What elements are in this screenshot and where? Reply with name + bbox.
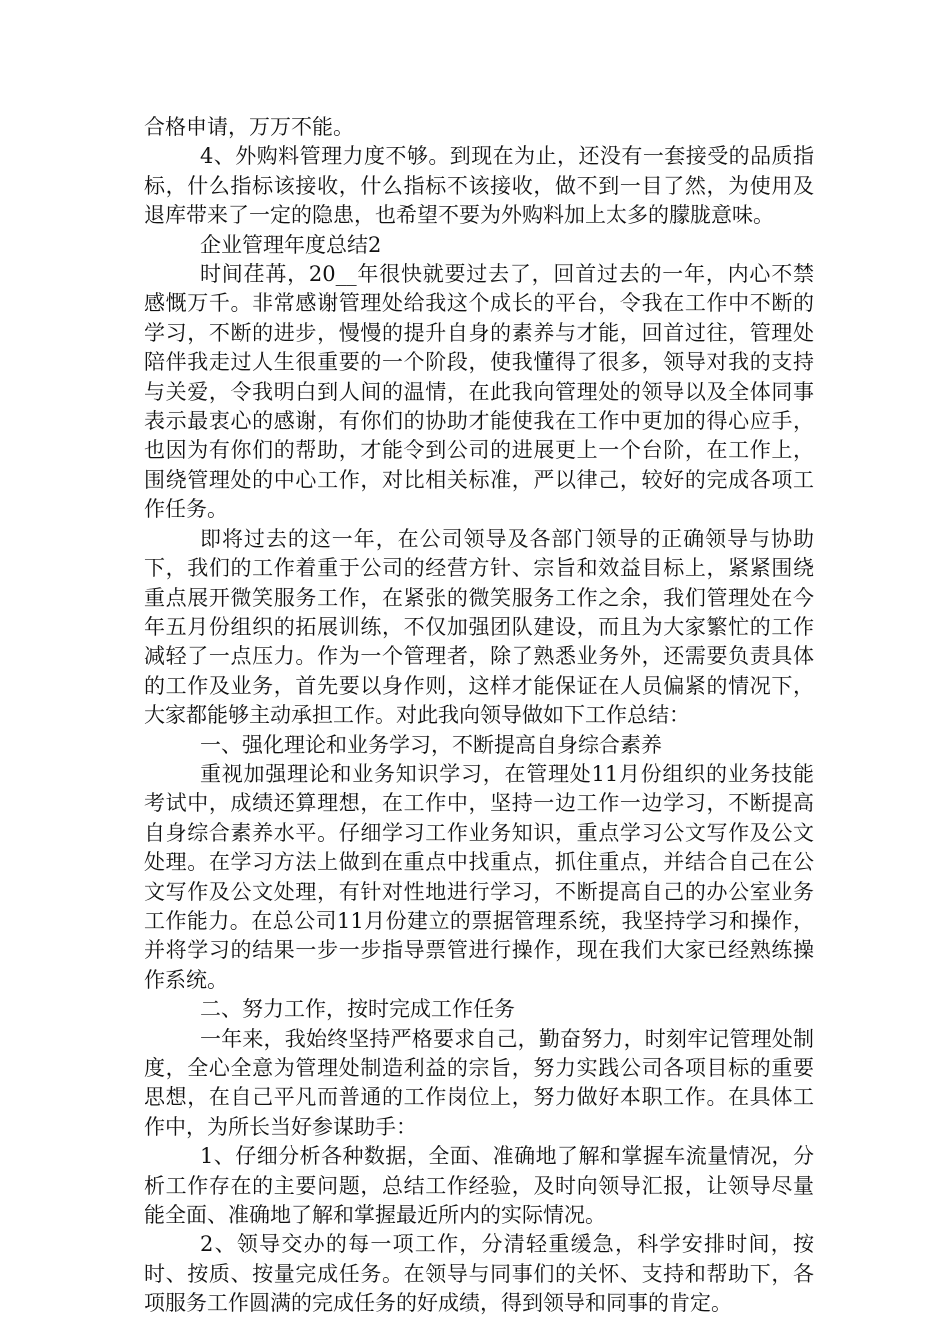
paragraph-work: 一年来，我始终坚持严格要求自己，勤奋努力，时刻牢记管理处制度，全心全意为管理处制造利益的宗旨，努力实践公司各项目标的重要思想，在自己平凡而普通的工作岗位上，努力做好本职工作。在具体工作中，为所长当好参谋助手： (144, 1026, 814, 1139)
section-title: 企业管理年度总结2 (200, 232, 382, 257)
paragraph-study: 重视加强理论和业务知识学习，在管理处11月份组织的业务技能考试中，成绩还算理想，在工作中，坚持一边工作一边学习，不断提高自身综合素养水平。仔细学习工作业务知识，重点学习公文写作及公文处理。在学习方法上做到在重点中找重点，抓住重点，并结合自己在公文写作及公文处理，有针对性地进行学习，不断提高自己的办公室业务工作能力。在总公司11月份建立的票据管理系统，我坚持学习和操作，并将学习的结果一步一步指导票管进行操作，现在我们大家已经熟练操作系统。 (144, 761, 814, 992)
paragraph-intro: 时间荏苒，20__年很快就要过去了，回首过去的一年，内心不禁感慨万千。非常感谢管理处给我这个成长的平台，令我在工作中不断的学习，不断的进步，慢慢的提升自身的素养与才能，回首过往，管理处陪伴我走过人生很重要的一个阶段，使我懂得了很多，领导对我的支持与关爱，令我明白到人间的温情，在此我向管理处的领导以及全体同事表示最衷心的感谢，有你们的协助才能使我在工作中更加的得心应手，也因为有你们的帮助，才能令到公司的进展更上一个台阶，在工作上，围绕管理处的中心工作，对比相关标准，严以律己，较好的完成各项工作任务。 (144, 262, 814, 522)
document-body (144, 113, 814, 1319)
paragraph-item-2: 2、领导交办的每一项工作，分清轻重缓急，科学安排时间，按时、按质、按量完成任务。在领导与同事们的关怀、支持和帮助下，各项服务工作圆满的完成任务的好成绩，得到领导和同事的肯定。 (144, 1232, 814, 1316)
paragraph-continuation: 合格申请，万万不能。 (144, 115, 354, 139)
paragraph-item-4: 4、外购料管理力度不够。到现在为止，还没有一套接受的品质指标，什么指标该接收，什么指标不该接收，做不到一目了然，为使用及退库带来了一定的隐患，也希望不要为外购料加上太多的朦胧意味。 (144, 144, 814, 228)
paragraph-item-1: 1、仔细分析各种数据，全面、准确地了解和掌握车流量情况，分析工作存在的主要问题，总结工作经验，及时向领导汇报，让领导尽量能全面、准确地了解和掌握最近所内的实际情况。 (144, 1144, 814, 1228)
paragraph-overview: 即将过去的这一年，在公司领导及各部门领导的正确领导与协助下，我们的工作着重于公司的经营方针、宗旨和效益目标上，紧紧围绕重点展开微笑服务工作，在紧张的微笑服务工作之余，我们管理处在今年五月份组织的拓展训练，不仅加强团队建设，而且为大家繁忙的工作减轻了一点压力。作为一个管理者，除了熟悉业务外，还需要负责具体的工作及业务，首先要以身作则，这样才能保证在人员偏紧的情况下，大家都能够主动承担工作。对此我向领导做如下工作总结： (144, 526, 814, 728)
heading-study: 一、强化理论和业务学习，不断提高自身综合素养 (200, 732, 662, 757)
heading-work: 二、努力工作，按时完成工作任务 (200, 997, 515, 1022)
